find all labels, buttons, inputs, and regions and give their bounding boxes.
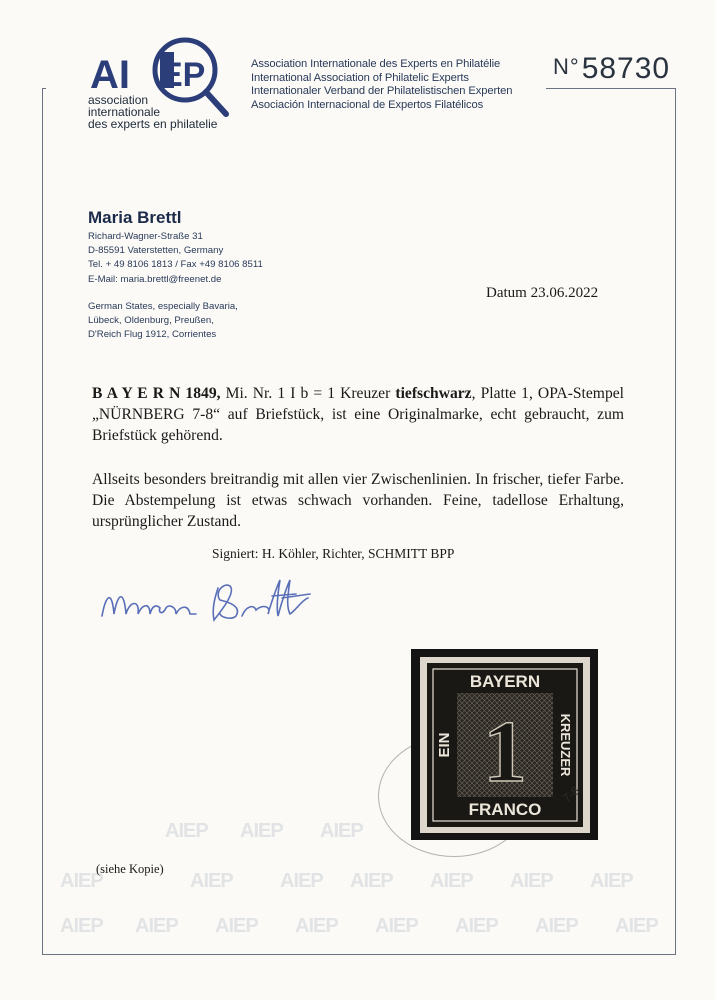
logo-line-3: des experts en philatelie — [88, 117, 218, 131]
stamp-top-label: BAYERN — [469, 672, 541, 691]
logo-ai: AI — [90, 53, 130, 97]
watermark-logo: AIEP — [455, 915, 498, 937]
association-names — [251, 58, 512, 112]
logo-line-1: association — [88, 93, 149, 107]
spec-line-1: German States, especially Bavaria, — [88, 301, 238, 312]
watermark-logo: AIEP — [320, 820, 363, 842]
certificate-number — [553, 52, 670, 86]
logo-line-2: internationale — [88, 105, 161, 119]
logo-ep: EP — [160, 56, 206, 94]
stamp-bottom-label: FRANCO — [468, 800, 542, 819]
expert-specialties — [88, 300, 238, 343]
expert-address — [88, 230, 263, 287]
watermark-logo: AIEP — [535, 915, 578, 937]
watermark-logo: AIEP — [135, 915, 178, 937]
stamp-image — [411, 649, 598, 840]
frame-top-left — [42, 88, 46, 89]
stamp-issue: B A Y E R N 1849, — [92, 385, 221, 402]
spec-line-3: D'Reich Flug 1912, Corrientes — [88, 329, 217, 341]
watermark-logo: AIEP — [240, 820, 283, 842]
stamp-right-label: KREUZER — [558, 713, 573, 777]
watermark-logo: AIEP — [215, 915, 258, 937]
certificate-date: Datum 23.06.2022 — [486, 285, 599, 301]
watermark-logo: AIEP — [510, 870, 553, 892]
address-email: E-Mail: maria.brettl@freenet.de — [88, 273, 222, 285]
stamp-color: tiefschwarz — [395, 385, 472, 402]
stamp-details: , Platte 1, OPA-Stempel „NÜRNBERG 7-8“ auf Briefstück, ist eine Originalmarke, echt gebraucht, zum Briefstück gehörend. — [92, 385, 624, 444]
signed-by: Signiert: H. Köhler, Richter, SCHMITT BPP — [212, 546, 455, 561]
handwritten-signature — [96, 570, 328, 630]
frame-top-right — [546, 88, 675, 89]
stamp-value: 1 — [483, 704, 527, 801]
logo-tagline — [88, 94, 217, 130]
expert-name: Maria Brettl — [88, 208, 182, 227]
address-street: Richard-Wagner-Straße 31 — [88, 231, 203, 242]
watermark-logo: AIEP — [430, 870, 473, 892]
stamp-catalog: Mi. Nr. 1 I b = 1 Kreuzer — [220, 385, 396, 402]
assoc-de: Internationaler Verband der Philatelistischen Experten — [251, 85, 513, 97]
stamp-paper — [420, 657, 590, 833]
description-paragraph — [92, 383, 624, 446]
stamp-left-label: EIN — [436, 732, 453, 758]
stamp-design — [427, 663, 583, 827]
watermark-logo: AIEP — [375, 915, 418, 937]
assoc-fr: Association Internationale des Experts en Philatélie — [251, 58, 501, 70]
watermark-logo: AIEP — [60, 870, 103, 892]
watermark-logo: AIEP — [165, 820, 208, 842]
watermark-logo: AIEP — [350, 870, 393, 892]
cert-prefix: N° — [553, 54, 580, 79]
watermark-logo: AIEP — [615, 915, 658, 937]
address-city: D-85591 Vaterstetten, Germany — [88, 245, 224, 257]
cert-number-value: 58730 — [581, 52, 671, 85]
watermark-logo: AIEP — [280, 870, 323, 892]
copy-note: (siehe Kopie) — [96, 862, 164, 876]
assoc-en: International Association of Philatelic Experts — [251, 71, 469, 84]
watermark-logo: AIEP — [190, 870, 233, 892]
spec-line-2: Lübeck, Oldenburg, Preußen, — [88, 315, 214, 327]
assoc-es: Asociación Internacional de Expertos Filatélicos — [251, 98, 484, 111]
watermark-logo: AIEP — [590, 870, 633, 892]
postmark-text: 7-8 — [559, 783, 583, 806]
stamp-artwork — [427, 663, 583, 827]
address-phone: Tel. + 49 8106 1813 / Fax +49 8106 8511 — [88, 259, 263, 271]
watermark-logo: AIEP — [60, 915, 103, 937]
watermark-logo: AIEP — [295, 915, 338, 937]
condition-paragraph: Allseits besonders breitrandig mit allen vier Zwischenlinien. In frischer, tiefer Farbe. Die Abstempelung ist etwas schwach vorhanden. Feine, tadellose Erhaltung, ursprünglicher Zustand. — [92, 471, 624, 530]
